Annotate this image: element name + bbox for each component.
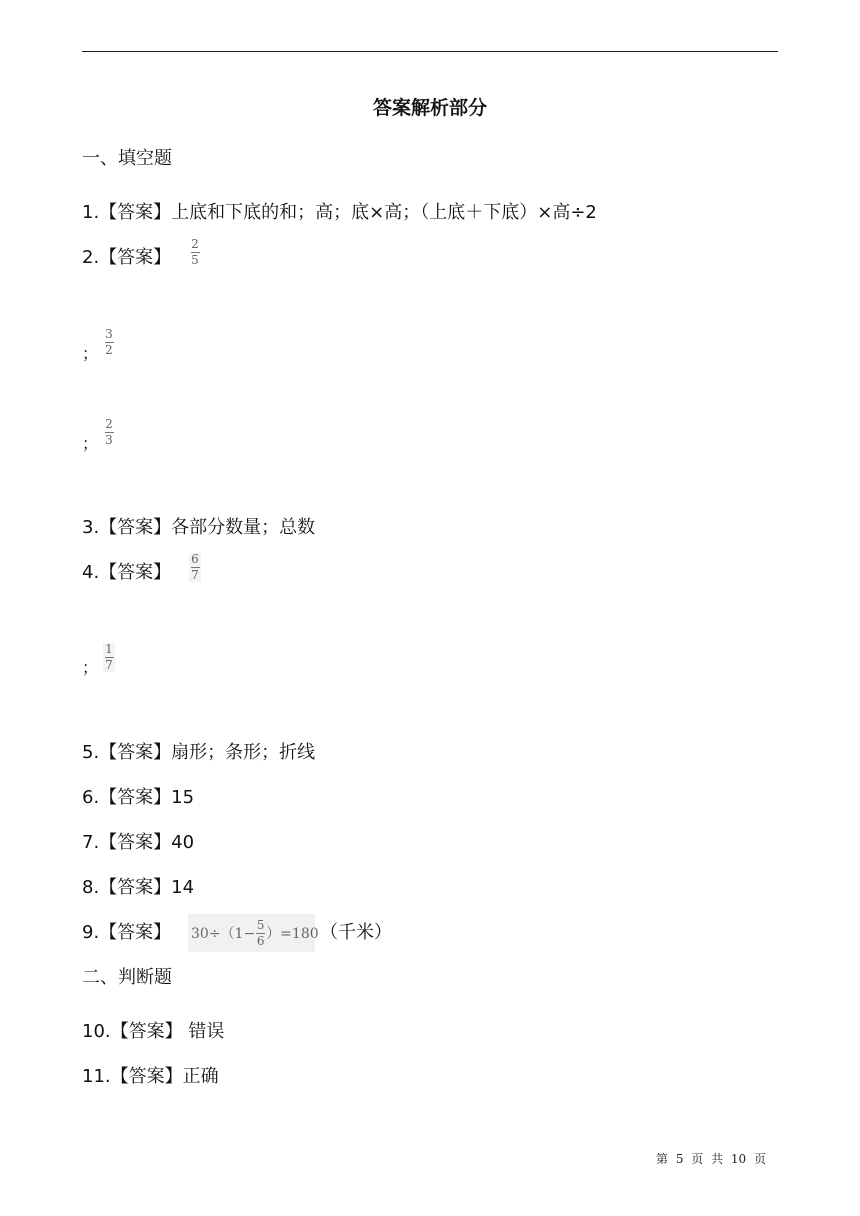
page-number-footer: 第 5 页 共 10 页 bbox=[656, 1152, 766, 1166]
answer-4-label: 4.【答案】 bbox=[82, 562, 172, 583]
answer-7: 7.【答案】40 bbox=[82, 832, 195, 853]
fraction-numerator: 5 bbox=[256, 917, 265, 932]
equation-right: ）=180 bbox=[266, 926, 319, 942]
fraction-numerator: 3 bbox=[105, 327, 113, 341]
header-rule bbox=[82, 51, 778, 52]
answer-2-fraction-1 bbox=[189, 238, 201, 267]
page-title: 答案解析部分 bbox=[372, 97, 487, 119]
fraction-denominator: 2 bbox=[105, 343, 113, 357]
fraction-numerator: 2 bbox=[105, 417, 113, 431]
fraction-denominator: 7 bbox=[105, 658, 113, 672]
answer-1: 1.【答案】上底和下底的和；高；底×高；（上底＋下底）×高÷2 bbox=[82, 202, 597, 223]
answer-6: 6.【答案】15 bbox=[82, 787, 195, 808]
answer-4-fraction-2 bbox=[103, 643, 115, 672]
answer-11: 11.【答案】正确 bbox=[82, 1066, 219, 1087]
fraction-numerator: 6 bbox=[191, 552, 199, 566]
answer-10: 10.【答案】 错误 bbox=[82, 1021, 225, 1042]
answer-9-unit: （千米） bbox=[320, 922, 392, 943]
answer-2-fraction-3 bbox=[103, 418, 115, 447]
separator-semicolon: ； bbox=[82, 658, 99, 677]
answer-2-label: 2.【答案】 bbox=[82, 247, 172, 268]
separator-semicolon: ； bbox=[82, 344, 99, 363]
section-heading-true-false: 二、判断题 bbox=[82, 967, 172, 988]
fraction-numerator: 2 bbox=[191, 237, 199, 251]
equation-left: 30÷（1− bbox=[191, 926, 256, 942]
separator-semicolon: ； bbox=[82, 434, 99, 453]
equation-fraction bbox=[256, 919, 265, 948]
fraction-denominator: 3 bbox=[105, 433, 113, 447]
fraction-denominator: 6 bbox=[256, 933, 265, 948]
answer-2-fraction-2 bbox=[103, 328, 115, 357]
answer-8: 8.【答案】14 bbox=[82, 877, 195, 898]
fraction-numerator: 1 bbox=[105, 642, 113, 656]
fraction-denominator: 5 bbox=[191, 253, 199, 267]
fraction-denominator: 7 bbox=[191, 568, 199, 582]
answer-9-label: 9.【答案】 bbox=[82, 922, 172, 943]
answer-5: 5.【答案】扇形；条形；折线 bbox=[82, 742, 316, 763]
section-heading-fill-blank: 一、填空题 bbox=[82, 148, 172, 169]
answer-4-fraction-1 bbox=[189, 553, 201, 582]
answer-3: 3.【答案】各部分数量；总数 bbox=[82, 517, 316, 538]
answer-9-equation-image bbox=[188, 914, 319, 952]
